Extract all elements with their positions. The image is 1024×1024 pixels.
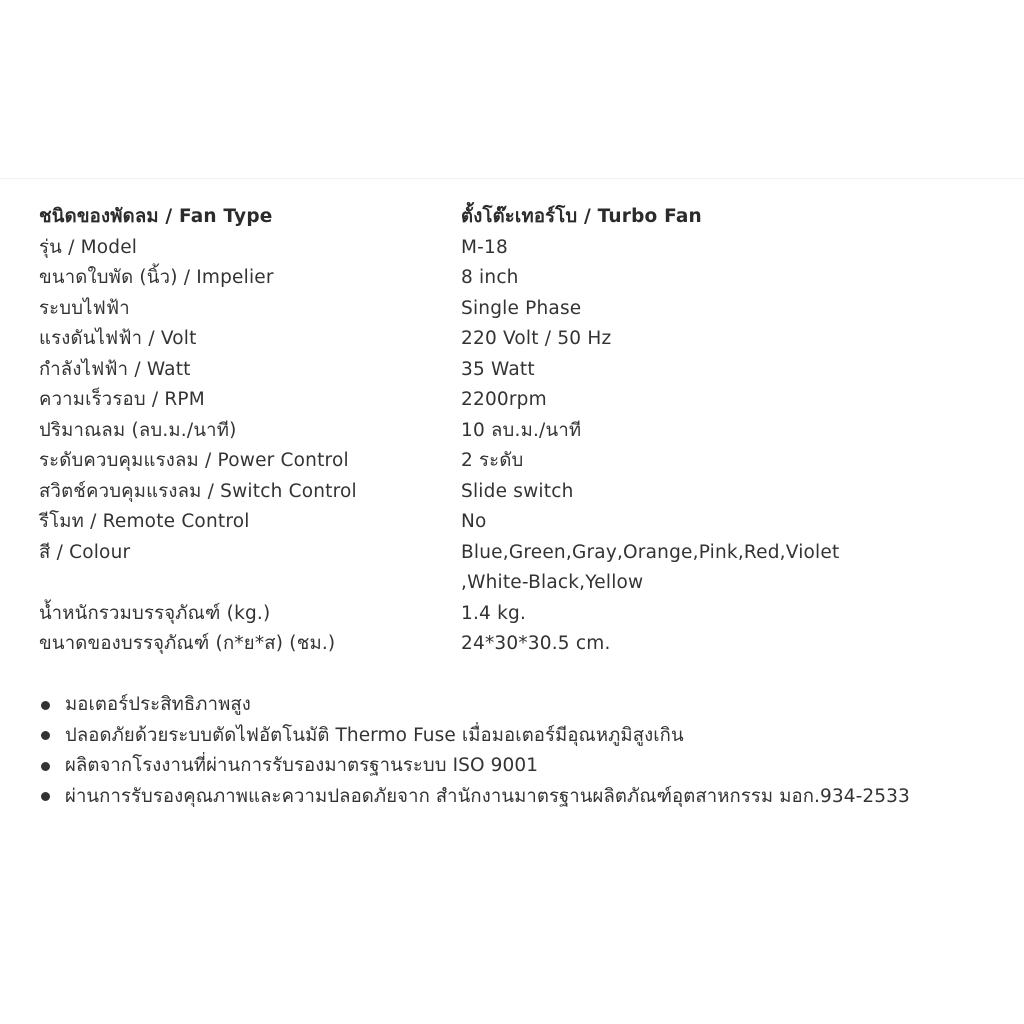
feature-item [39, 782, 999, 813]
spec-row-fan-type [39, 202, 979, 233]
spec-label: ขนาดใบพัด (นิ้ว) / Impelier [39, 267, 274, 288]
spec-row-package-size [39, 629, 979, 660]
feature-item [39, 690, 999, 721]
colour-item-violet: ,Violet [779, 541, 840, 563]
spec-label: ชนิดของพัดลม / Fan Type [39, 206, 273, 227]
spec-value: 24*30*30.5 cm. [461, 633, 611, 654]
spec-row-volt [39, 324, 979, 355]
spec-row-switch-control [39, 477, 979, 508]
bullet-icon [41, 701, 50, 710]
colour-item-pink: ,Pink [692, 541, 738, 563]
spec-label: รุ่น / Model [39, 236, 138, 258]
spec-row-model [39, 233, 979, 264]
feature-item [39, 751, 999, 782]
spec-label: ปริมาณลม (ลบ.ม./นาที) [39, 419, 237, 441]
spec-value: 35 Watt [461, 358, 535, 380]
spec-label: ระดับควบคุมแรงลม / Power Control [39, 450, 349, 471]
colour-list [461, 538, 881, 599]
spec-label: แรงดันไฟฟ้า / Volt [39, 328, 197, 349]
spec-value: M-18 [461, 236, 508, 258]
spec-row-remote-control [39, 507, 979, 538]
colour-item-red: ,Red [737, 541, 780, 563]
spec-label: สี / Colour [39, 541, 131, 563]
feature-text: มอเตอร์ประสิทธิภาพสูง [65, 694, 251, 715]
feature-item [39, 721, 999, 752]
spec-label: กำลังไฟฟ้า / Watt [39, 358, 191, 380]
spec-row-colour [39, 538, 979, 599]
spec-value: Slide switch [461, 480, 574, 502]
spec-value: No [461, 511, 487, 532]
colour-item-yellow: ,Yellow [579, 572, 644, 593]
spec-value: 2200rpm [461, 389, 547, 410]
spec-row-electrical-system [39, 294, 979, 325]
feature-text: ผ่านการรับรองคุณภาพและความปลอดภัยจาก สำนักงานมาตรฐานผลิตภัณฑ์อุตสาหกรรม มอก.934-2533 [65, 785, 910, 807]
top-blank-area [0, 0, 1024, 179]
colour-item-gray: ,Gray [565, 541, 617, 563]
spec-row-impeller [39, 263, 979, 294]
spec-value: 10 ลบ.ม./นาที [461, 419, 582, 441]
bullet-icon [41, 731, 50, 740]
spec-row-watt [39, 355, 979, 386]
feature-text: ผลิตจากโรงงานที่ผ่านการรับรองมาตรฐานระบบ ISO 9001 [65, 755, 539, 776]
spec-label: รีโมท / Remote Control [39, 511, 250, 532]
spec-value: Single Phase [461, 297, 582, 319]
spec-value: 2 ระดับ [461, 450, 524, 471]
spec-label: สวิตช์ควบคุมแรงลม / Switch Control [39, 480, 357, 502]
spec-value: 220 Volt / 50 Hz [461, 328, 612, 349]
spec-row-package-weight [39, 599, 979, 630]
bullet-icon [41, 792, 50, 801]
feature-list [39, 690, 999, 812]
spec-row-air-volume [39, 416, 979, 447]
spec-table [39, 202, 979, 660]
spec-row-power-control [39, 446, 979, 477]
spec-label: ขนาดของบรรจุภัณฑ์ (ก*ย*ส) (ชม.) [39, 633, 336, 654]
spec-label: ระบบไฟฟ้า [39, 297, 130, 319]
spec-value: ตั้งโต๊ะเทอร์โบ / Turbo Fan [461, 206, 702, 227]
spec-value: 1.4 kg. [461, 602, 527, 624]
feature-text: ปลอดภัยด้วยระบบตัดไฟอัตโนมัติ Thermo Fuse เมื่อมอเตอร์มีอุณหภูมิสูงเกิน [65, 724, 684, 746]
spec-label: ความเร็วรอบ / RPM [39, 389, 205, 410]
bullet-icon [41, 762, 50, 771]
colour-item-green: ,Green [502, 541, 566, 563]
colour-item-orange: ,Orange [616, 541, 693, 563]
spec-row-rpm [39, 385, 979, 416]
colour-item-white-black: ,White-Black [461, 572, 580, 593]
spec-label: น้ำหนักรวมบรรจุภัณฑ์ (kg.) [39, 602, 271, 624]
spec-value: 8 inch [461, 267, 519, 288]
colour-item-blue: Blue [461, 541, 503, 563]
